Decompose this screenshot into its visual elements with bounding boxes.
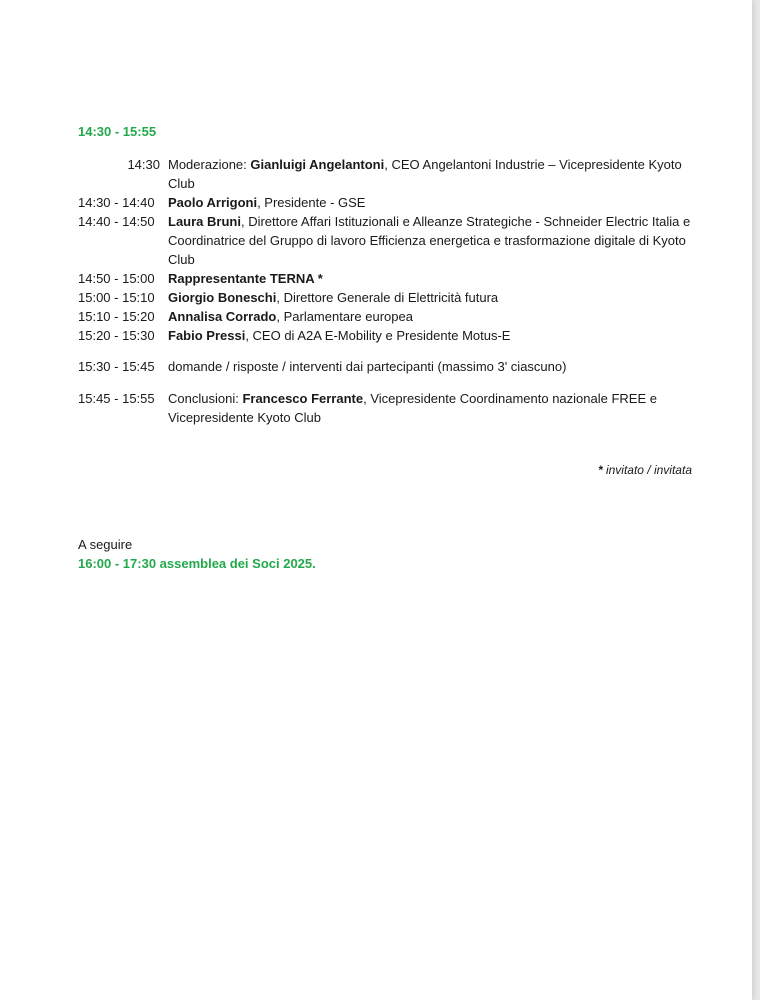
- agenda-prefix: Moderazione:: [168, 157, 251, 172]
- agenda-row: [78, 389, 698, 427]
- speaker-role: , Parlamentare europea: [276, 309, 413, 324]
- following-label: A seguire: [78, 537, 133, 552]
- speaker-role: , CEO di A2A E-Mobility e Presidente Motus-E: [245, 328, 511, 343]
- speaker-role: , Direttore Affari Istituzionali e Alleanze Strategiche - Schneider Electric Italia e Coordinatrice del Gruppo di lavoro Efficienza energetica e trasformazione digitale di Kyoto Club: [168, 214, 691, 267]
- speaker-name: Fabio Pressi: [168, 328, 246, 343]
- agenda-row: [78, 212, 698, 269]
- agenda-row: [78, 288, 698, 307]
- agenda-time: 14:30: [127, 157, 160, 172]
- speaker-name: Giorgio Boneschi: [168, 290, 277, 305]
- speaker-name: Paolo Arrigoni: [168, 195, 258, 210]
- speaker-name: Francesco Ferrante: [242, 391, 364, 406]
- footnote-text: invitato / invitata: [602, 463, 692, 477]
- agenda-row: [78, 269, 698, 288]
- agenda-row: [78, 193, 698, 212]
- speaker-role: , Presidente - GSE: [257, 195, 366, 210]
- speaker-role: , Vicepresidente Coordinamento nazionale FREE e Vicepresidente Kyoto Club: [168, 391, 657, 425]
- agenda-description: [168, 269, 698, 288]
- agenda-row: [78, 357, 698, 376]
- speaker-name: Laura Bruni: [168, 214, 241, 229]
- agenda-description: [168, 389, 698, 427]
- speaker-role: , Direttore Generale di Elettricità futura: [276, 290, 499, 305]
- agenda-description: [168, 155, 698, 193]
- footnote-star: *: [597, 463, 603, 477]
- speaker-name: Annalisa Corrado: [168, 309, 277, 324]
- agenda-time: 14:50 - 15:00: [78, 271, 155, 286]
- agenda-row: [78, 307, 698, 326]
- speaker-role: , CEO Angelantoni Industrie – Vicepresidente Kyoto Club: [168, 157, 682, 191]
- agenda-row: [78, 326, 698, 345]
- following-event: 16:00 - 17:30 assemblea dei Soci 2025.: [78, 556, 316, 571]
- agenda-prefix: Conclusioni:: [168, 391, 243, 406]
- agenda-time: 14:40 - 14:50: [78, 214, 155, 229]
- agenda-time: 15:45 - 15:55: [78, 391, 155, 406]
- agenda-time: 14:30 - 14:40: [78, 195, 155, 210]
- agenda-time: 15:20 - 15:30: [78, 328, 155, 343]
- agenda-time: 15:10 - 15:20: [78, 309, 155, 324]
- agenda-description: [168, 288, 698, 307]
- speaker-name: Rappresentante TERNA *: [168, 271, 323, 286]
- section-time-range: 14:30 - 15:55: [78, 124, 157, 139]
- agenda-description: domande / risposte / interventi dai partecipanti (massimo 3' ciascuno): [168, 359, 567, 374]
- agenda-description: [168, 307, 698, 326]
- agenda-description: [168, 326, 698, 345]
- agenda-time: 15:00 - 15:10: [78, 290, 155, 305]
- agenda-time: 15:30 - 15:45: [78, 359, 155, 374]
- invited-footnote: [598, 463, 692, 477]
- agenda-row: [78, 155, 698, 193]
- speaker-name: Gianluigi Angelantoni: [250, 157, 385, 172]
- agenda-description: [168, 193, 698, 212]
- agenda-description: [168, 212, 698, 269]
